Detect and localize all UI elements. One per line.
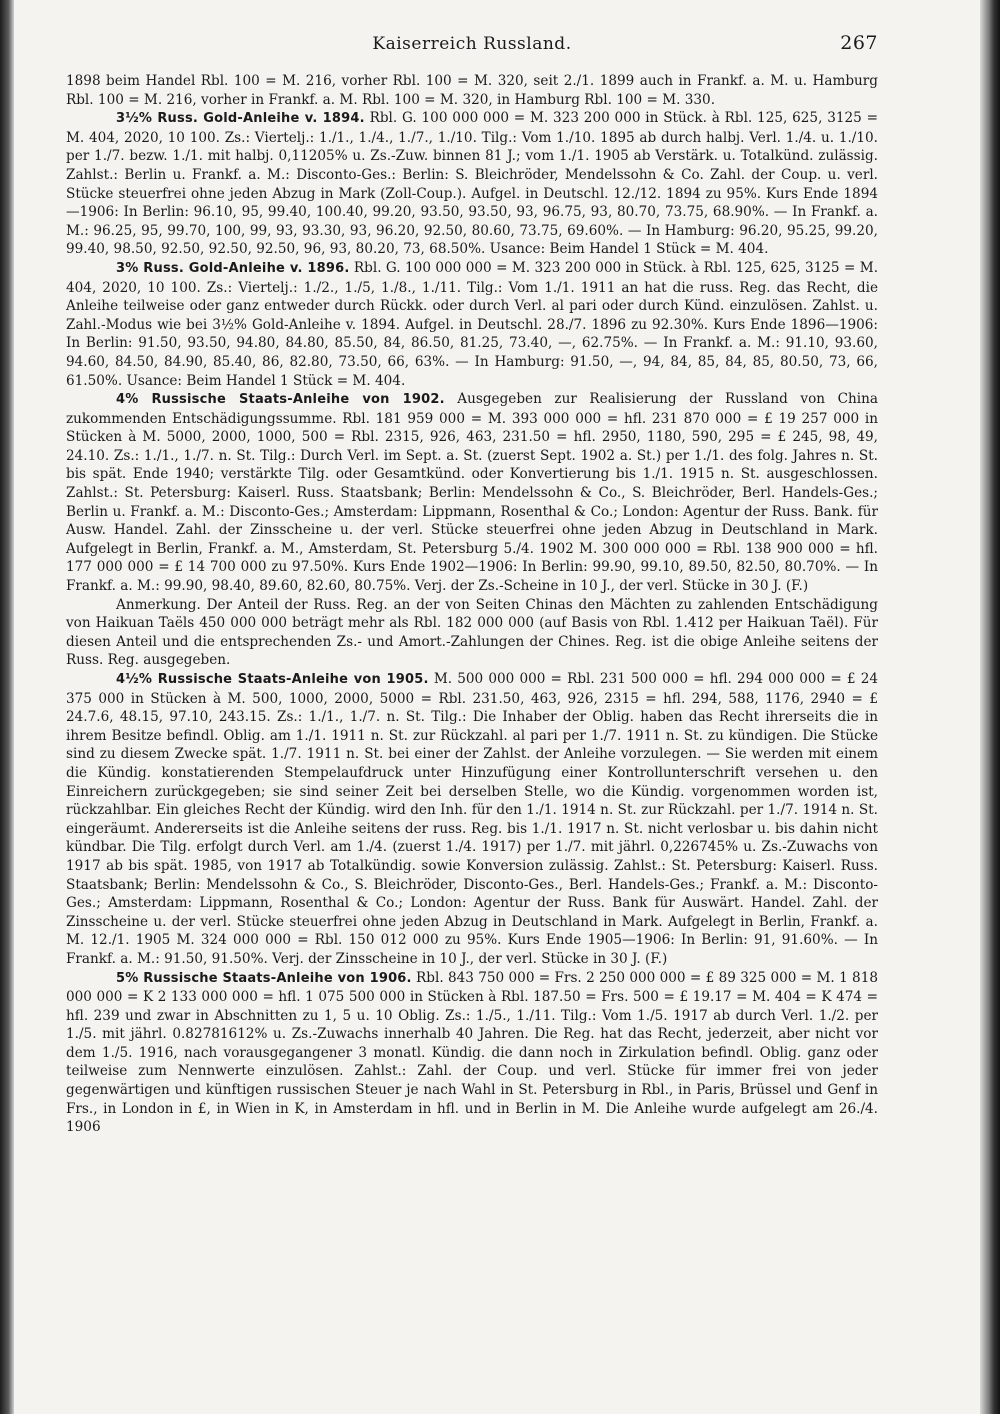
body-text [66, 72, 878, 1137]
paragraph-body: 1898 beim Handel Rbl. 100 = M. 216, vorher Rbl. 100 = M. 320, seit 2./1. 1899 auch in Frankf. a. M. u. Hamburg Rbl. 100 = M. 216, vorher in Frankf. a. M. Rbl. 100 = M. 320, in Hamburg Rbl. 100 = M. 330. [66, 73, 878, 108]
entry-heading: 3% Russ. Gold-Anleihe v. 1896. [116, 260, 350, 276]
entry-body: M. 500 000 000 = Rbl. 231 500 000 = hfl. 294 000 000 = £ 24 375 000 in Stücken à M. 500, 1000, 2000, 5000 = Rbl. 231.50, 463, 926, 2315 = hfl. 294, 588, 1176, 2940 = £ 24.7.6, 48.15, 97.10, 243.15. Zs.: 1./1., 1./7. n. St. Tilg.: Die Inhaber der Oblig. haben das Recht ihrerseits die in ihrem Besitze befindl. Oblig. am 1./1. 1911 n. St. zur Rückzahl. al pari per 1./7. 1911 n. St. zu kündigen. Die Stücke sind zu diesem Zwecke spät. 1./7. 1911 n. St. bei einer der Zahlst. der Anleihe vorzulegen. — Sie werden mit einem die Kündig. konstatierenden Stempelaufdruck unter Hinzufügung einer Kontrollunterschrift versehen u. den Einreichern zurückgegeben; sie sind seiner Zeit bei derselben Stelle, wo die Kündig. vorgenommen worden ist, rückzahlbar. Ein gleiches Recht der Kündig. wird den Inh. für den 1./1. 1914 n. St. zur Rückzahl. per 1./7. 1914 n. St. eingeräumt. Andererseits ist die Anleihe seitens der russ. Reg. bis 1./1. 1917 n. St. nicht verlosbar u. bis dahin nicht kündbar. Die Tilg. erfolgt durch Verl. am 1./4. (zuerst 1./4. 1917) per 1./7. mit jährl. 0,226745% u. Zs.-Zuwachs von 1917 ab bis spät. 1985, von 1917 ab Totalkündig. sowie Konversion zulässig. Zahlst.: St. Petersburg: Kaiserl. Russ. Staatsbank; Berlin: Mendelssohn & Co., S. Bleichröder, Disconto-Ges., Berl. Handels-Ges.; Frankf. a. M.: Disconto-Ges.; Amsterdam: Lippmann, Rosenthal & Co.; London: Agentur der Russ. Bank für Auswärt. Handel. Zahl. der Zinsscheine u. der verl. Stücke steuerfrei ohne jeden Abzug in Deutschland in Mark. Aufgelegt in Berlin, Frankf. a. M. 12./1. 1905 M. 324 000 000 = Rbl. 150 012 000 zu 95%. Kurs Ende 1905—1906: In Berlin: 91, 91.60%. — In Frankf. a. M.: 91.50, 91.50%. Verj. der Zinsscheine in 10 J., der verl. Stücke in 30 J. (F.) [66, 671, 878, 967]
entry-gold-loan-1896 [66, 259, 878, 390]
note-body: Anmerkung. Der Anteil der Russ. Reg. an der von Seiten Chinas den Mächten zu zahlenden Entschädigung von Haikuan Taëls 450 000 000 beträgt mehr als Rbl. 182 000 000 (auf Basis von Rbl. 1.412 per Haikuan Taël). Für diesen Anteil und die entsprechenden Zs.- und Amort.-Zahlungen der Chines. Reg. ist die obige Anleihe seitens der Russ. Reg. ausgegeben. [66, 596, 878, 669]
running-header [66, 30, 878, 60]
entry-state-loan-1906 [66, 969, 878, 1137]
note-paragraph [66, 596, 878, 670]
continuation-paragraph [66, 72, 878, 109]
entry-body: Ausgegeben zur Realisierung der Russland von China zukommenden Entschädigungssumme. Rbl. 181 959 000 = M. 393 000 000 = hfl. 231 870 000 = £ 19 257 000 in Stücken à M. 5000, 2000, 1000, 500 = Rbl. 2315, 926, 463, 231.50 = hfl. 2950, 1180, 590, 295 = £ 245, 98, 49, 24.10. Zs.: 1./1., 1./7. n. St. Tilg.: Durch Verl. im Sept. a. St. (zuerst Sept. 1902 a. St.) per 1./1. des folg. Jahres n. St. bis spät. Ende 1940; verstärkte Tilg. oder Gesamtkünd. oder Konvertierung bis 1./1. 1915 n. St. ausgeschlossen. Zahlst.: St. Petersburg: Kaiserl. Russ. Staatsbank; Berlin: Mendelssohn & Co., S. Bleichröder, Berl. Handels-Ges.; Berlin u. Frankf. a. M.: Disconto-Ges.; Amsterdam: Lippmann, Rosenthal & Co.; London: Agentur der Russ. Bank. für Ausw. Handel. Zahl. der Zinsscheine u. der verl. Stücke steuerfrei ohne jeden Abzug in Deutschland in Mark. Aufgelegt in Berlin, Frankf. a. M., Amsterdam, St. Petersburg 5./4. 1902 M. 300 000 000 = Rbl. 138 900 000 = hfl. 177 000 000 = £ 14 700 000 zu 97.50%. Kurs Ende 1902—1906: In Berlin: 99.90, 99.10, 89.50, 82.50, 80.70%. — In Frankf. a. M.: 99.90, 98.40, 89.60, 82.60, 80.75%. Verj. der Zs.-Scheine in 10 J., der verl. Stücke in 30 J. (F.) [66, 391, 878, 595]
running-header-title: Kaiserreich Russland. [372, 34, 572, 54]
entry-heading: 4½% Russische Staats-Anleihe von 1905. [116, 672, 429, 687]
entry-state-loan-1905 [66, 670, 878, 969]
entry-heading: 5% Russische Staats-Anleihe von 1906. [116, 970, 412, 986]
entry-state-loan-1902 [66, 390, 878, 596]
book-spine-left [0, 0, 14, 1414]
entry-heading: 4% Russische Staats-Anleihe von 1902. [116, 392, 445, 408]
entry-body: Rbl. G. 100 000 000 = M. 323 200 000 in Stück. à Rbl. 125, 625, 3125 = M. 404, 2020, 10 100. Zs.: Viertelj.: 1./1., 1./4., 1./7., 1./10. Tilg.: Vom 1./10. 1895 ab durch halbj. Verl. 1./4. u. 1./10. per 1./7. bezw. 1./1. mit halbj. 0,11205% u. Zs.-Zuw. binnen 81 J.; vom 1./1. 1905 ab Verstärk. u. Totalkünd. zulässig. Zahlst.: Berlin u. Frankf. a. M.: Disconto-Ges.: Berlin: S. Bleichröder, Mendelssohn & Co. Zahl. der Coup. u. verl. Stücke steuerfrei ohne jeden Abzug in Mark (Zoll-Coup.). Aufgel. in Deutschl. 12./12. 1894 zu 95%. Kurs Ende 1894—1906: In Berlin: 96.10, 95, 99.40, 100.40, 99.20, 93.50, 93.50, 93, 96.75, 93, 80.70, 73.75, 68.90%. — In Frankf. a. M.: 96.25, 95, 99.70, 100, 99, 93, 93.30, 93, 96.20, 92.50, 80.60, 73.75, 69.60%. — In Hamburg: 96.20, 95.25, 99.20, 99.40, 98.50, 92.50, 92.50, 92.50, 96, 93, 80.20, 73, 68.50%. Usance: Beim Handel 1 Stück = M. 404. [66, 110, 878, 258]
entry-body: Rbl. 843 750 000 = Frs. 2 250 000 000 = £ 89 325 000 = M. 1 818 000 000 = K 2 133 000 000 = hfl. 1 075 500 000 in Stücken à Rbl. 187.50 = Frs. 500 = £ 19.17 = M. 404 = K 474 = hfl. 239 und zwar in Abschnitten zu 1, 5 u. 10 Oblig. Zs.: 1./5., 1./11. Tilg.: Vom 1./5. 1917 ab durch Verl. 1./2. per 1./5. mit jährl. 0.82781612% u. Zs.-Zuwachs innerhalb 40 Jahren. Die Reg. hat das Recht, jederzeit, aber nicht vor dem 1./5. 1916, nach vorausgegangener 3 monatl. Kündig. die dann noch in Zirkulation befindl. Oblig. ganz oder teilweise zum Nennwerte einzulösen. Zahlst.: Zahl. der Coup. und verl. Stücke für immer frei von jeder gegenwärtigen und künftigen russischen Steuer je nach Wahl in St. Petersburg in Rbl., in Paris, Brüssel und Genf in Frs., in London in £, in Wien in K, in Amsterdam in hfl. und in Berlin in M. Die Anleihe wurde aufgelegt am 26./4. 1906 [66, 969, 879, 1136]
book-spine-right [980, 0, 1000, 1414]
document-page [66, 30, 878, 1137]
page-number: 267 [840, 32, 878, 54]
entry-gold-loan-1894 [66, 109, 878, 259]
entry-body: Rbl. G. 100 000 000 = M. 323 200 000 in Stück. à Rbl. 125, 625, 3125 = M. 404, 2020, 10 100. Zs.: Viertelj.: 1./2., 1./5, 1./8., 1./11. Tilg.: Vom 1./1. 1911 an hat die russ. Reg. das Recht, die Anleihe teilweise oder ganz entweder durch Rückk. oder durch Verl. al pari oder durch Künd. einzulösen. Zahlst. u. Zahl.-Modus wie bei 3½% Gold-Anleihe v. 1894. Aufgel. in Deutschl. 28./7. 1896 zu 92.30%. Kurs Ende 1896—1906: In Berlin: 91.50, 93.50, 94.80, 84.80, 85.50, 84, 86.50, 81.25, 73.40, —, 62.75%. — In Frankf. a. M.: 91.10, 93.60, 94.60, 84.50, 84.90, 85.40, 86, 82.80, 73.50, 66, 63%. — In Hamburg: 91.50, —, 94, 84, 85, 84, 85, 80.50, 73, 66, 61.50%. Usance: Beim Handel 1 Stück = M. 404. [66, 259, 879, 389]
entry-heading: 3½% Russ. Gold-Anleihe v. 1894. [116, 111, 365, 127]
